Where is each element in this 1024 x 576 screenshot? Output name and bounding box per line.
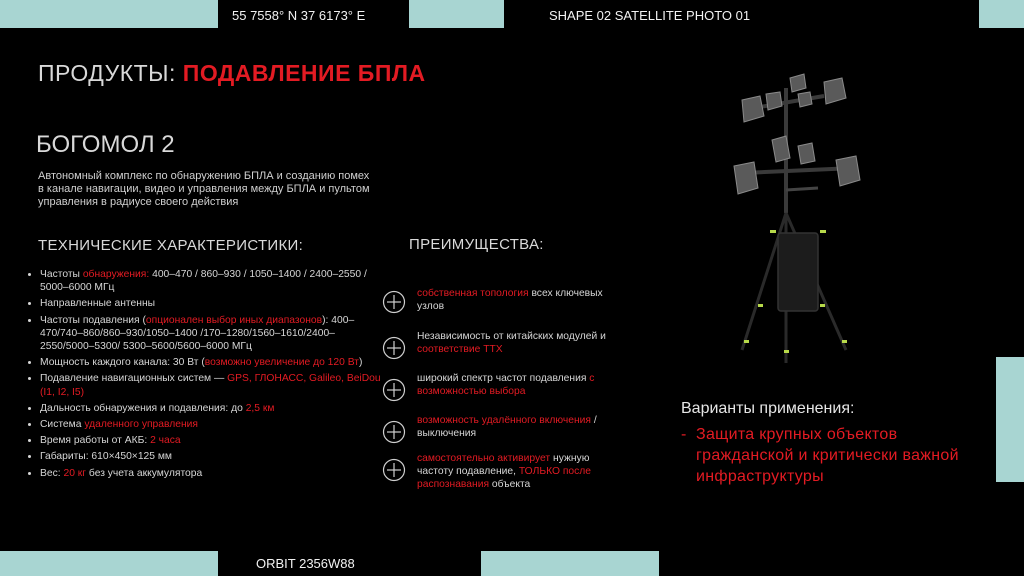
specs-heading: ТЕХНИЧЕСКИЕ ХАРАКТЕРИСТИКИ:	[38, 237, 304, 254]
advantage-item	[382, 414, 622, 454]
spec-text: Частоты подавления (	[40, 314, 146, 326]
spec-highlight: GPS, ГЛОНАСС, Galileo, BeiDou (I1, I2, I5)	[40, 373, 381, 398]
product-description: Автономный комплекс по обнаружению БПЛА и созданию помех в канале навигации, видео и управления между БПЛА и пультом управления в радиусе своего действия	[38, 170, 370, 208]
spec-item	[40, 297, 386, 310]
product-name: БОГОМОЛ 2	[36, 131, 175, 158]
spec-text: без учета аккумулятора	[86, 467, 203, 479]
top-bar-left	[0, 0, 218, 28]
usage-dash: -	[681, 426, 687, 443]
spec-text: Мощность каждого канала: 30 Вт (	[40, 357, 205, 369]
usage-heading: Варианты применения:	[681, 400, 855, 417]
spec-highlight: 2,5 км	[245, 402, 275, 414]
plus-circle-icon	[382, 420, 406, 444]
advantage-highlight: ТОЛЬКО после распознавания	[417, 466, 592, 490]
spec-item	[40, 434, 386, 447]
spec-highlight: возможно увеличение до 120 Вт	[204, 357, 359, 369]
specs-list	[26, 268, 386, 483]
advantage-item	[382, 287, 622, 327]
advantage-plain: всех ключевых узлов	[417, 288, 603, 312]
advantage-text	[417, 330, 617, 356]
spec-text: Подавление навигационных систем —	[40, 373, 228, 385]
spec-text: Вес:	[40, 467, 64, 479]
spec-highlight: обнаружения:	[82, 269, 150, 280]
advantage-highlight: с возможностью выбора	[417, 373, 595, 397]
spec-item	[40, 450, 386, 463]
spec-text: Частоты	[40, 269, 83, 280]
advantage-item	[382, 372, 622, 412]
advantage-highlight: собственная топология	[417, 288, 529, 299]
page-title	[38, 60, 426, 87]
spec-highlight: 20 кг	[63, 467, 87, 479]
device-image	[714, 68, 874, 368]
coords-label: 55 7558° N 37 6173° E	[232, 8, 366, 23]
top-bar-right	[979, 0, 1024, 28]
spec-text: Система	[40, 419, 85, 431]
spec-item	[40, 268, 386, 294]
spec-text: Габариты: 610×450×125 мм	[40, 451, 173, 463]
plus-circle-icon	[382, 378, 406, 402]
advantage-plain: / выключения	[417, 415, 597, 439]
advantage-plain: объекта	[489, 479, 531, 490]
title-prefix: ПРОДУКТЫ:	[38, 60, 183, 86]
usage-item	[681, 424, 981, 487]
top-bar-middle	[409, 0, 504, 28]
advantage-text	[417, 414, 617, 440]
advantage-highlight: самостоятельно активирует	[417, 453, 551, 464]
spec-text: Дальность обнаружения и подавления: до	[40, 402, 246, 414]
orbit-label: ORBIT 2356W88	[256, 556, 355, 571]
spec-highlight: опционален выбор иных диапазонов	[145, 314, 323, 326]
spec-text: )	[358, 357, 363, 369]
bottom-bar-middle	[481, 551, 659, 576]
spec-highlight: 2 часа	[150, 435, 181, 447]
spec-item	[40, 314, 386, 354]
shape-label: SHAPE 02 SATELLITE PHOTO 01	[549, 8, 751, 23]
bottom-bar-left	[0, 551, 218, 576]
spec-highlight: удаленного управления	[84, 419, 198, 431]
spec-item	[40, 418, 386, 431]
advantage-highlight: соответствие ТТХ	[417, 344, 503, 355]
spec-item	[40, 467, 386, 480]
plus-circle-icon	[382, 290, 406, 314]
spec-item	[40, 372, 386, 398]
spec-text: Время работы от АКБ:	[40, 435, 151, 447]
advantages-heading: ПРЕИМУЩЕСТВА:	[409, 236, 544, 253]
plus-circle-icon	[382, 458, 406, 482]
advantage-highlight: возможность удалённого включения	[417, 415, 591, 426]
spec-item	[40, 356, 386, 369]
advantage-plain: нужную частоту подавление,	[417, 453, 590, 477]
spec-text: 400–470 / 860–930 / 1050–1400 / 2400–2550 / 5000–6000 МГц	[40, 269, 367, 294]
advantage-item	[382, 330, 622, 370]
usage-item-text: Защита крупных объектов гражданской и критически важной инфраструктуры	[696, 426, 959, 485]
spec-item	[40, 402, 386, 415]
title-highlight: ПОДАВЛЕНИЕ БПЛА	[182, 60, 426, 86]
advantage-text	[417, 372, 617, 398]
advantage-plain: широкий спектр частот подавления	[417, 373, 590, 384]
advantage-text	[417, 287, 617, 313]
advantage-plain: Независимость от китайских модулей и	[417, 331, 606, 342]
advantage-item	[382, 452, 622, 492]
spec-text: Направленные антенны	[40, 298, 156, 310]
spec-text: ): 400–470/740–860/860–930/1050–1400 /170–1280/1560–1610/2400–2550/5000–5300/ 5300–5600/5600–6000 МГц	[40, 314, 355, 353]
side-bar-right	[996, 357, 1024, 482]
plus-circle-icon	[382, 336, 406, 360]
advantage-text	[417, 452, 617, 491]
